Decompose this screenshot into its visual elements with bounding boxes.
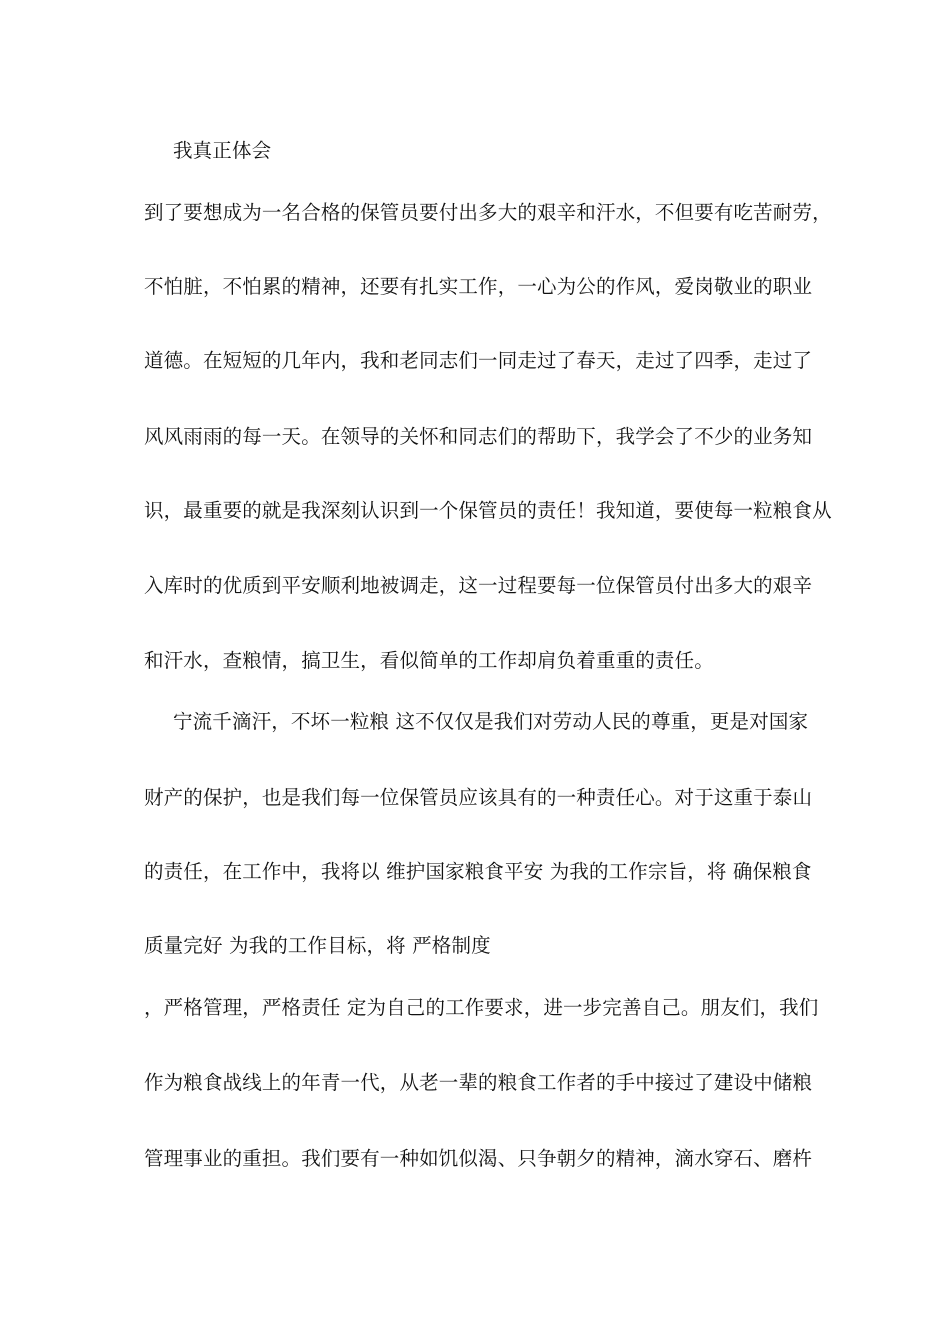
- paragraph-2-line-2: 财产的保护，也是我们每一位保管员应该具有的一种责任心。对于这重于泰山: [144, 786, 813, 809]
- paragraph-1-line-7: 入库时的优质到平安顺利地被调走，这一过程要每一位保管员付出多大的艰辛: [144, 574, 813, 597]
- paragraph-2-line-6: 作为粮食战线上的年青一代，从老一辈的粮食工作者的手中接过了建设中储粮: [144, 1071, 813, 1094]
- paragraph-2-line-1: 宁流千滴汗，不坏一粒粮 这不仅仅是我们对劳动人民的尊重，更是对国家: [173, 710, 809, 733]
- paragraph-1-line-8: 和汗水，查粮情，搞卫生，看似简单的工作却肩负着重重的责任。: [144, 649, 714, 672]
- paragraph-2-line-3: 的责任，在工作中，我将以 维护国家粮食平安 为我的工作宗旨，将 确保粮食: [144, 860, 812, 883]
- paragraph-1-line-2: 到了要想成为一名合格的保管员要付出多大的艰辛和汗水，不但要有吃苦耐劳，: [144, 201, 832, 224]
- paragraph-1-line-1: 我真正体会: [173, 139, 272, 162]
- paragraph-2-line-5: ，严格管理，严格责任 定为自己的工作要求，进一步完善自己。朋友们，我们: [144, 996, 819, 1019]
- paragraph-1-line-3: 不怕脏，不怕累的精神，还要有扎实工作，一心为公的作风，爱岗敬业的职业: [144, 275, 813, 298]
- paragraph-1-line-6: 识，最重要的就是我深刻认识到一个保管员的责任！我知道，要使每一粒粮食从: [144, 499, 832, 522]
- paragraph-1-line-5: 风风雨雨的每一天。在领导的关怀和同志们的帮助下，我学会了不少的业务知: [144, 425, 813, 448]
- paragraph-2-line-7: 管理事业的重担。我们要有一种如饥似渴、只争朝夕的精神，滴水穿石、磨杵: [144, 1147, 813, 1170]
- paragraph-1-line-4: 道德。在短短的几年内，我和老同志们一同走过了春天，走过了四季，走过了: [144, 349, 813, 372]
- paragraph-2-line-4: 质量完好 为我的工作目标，将 严格制度: [144, 934, 491, 957]
